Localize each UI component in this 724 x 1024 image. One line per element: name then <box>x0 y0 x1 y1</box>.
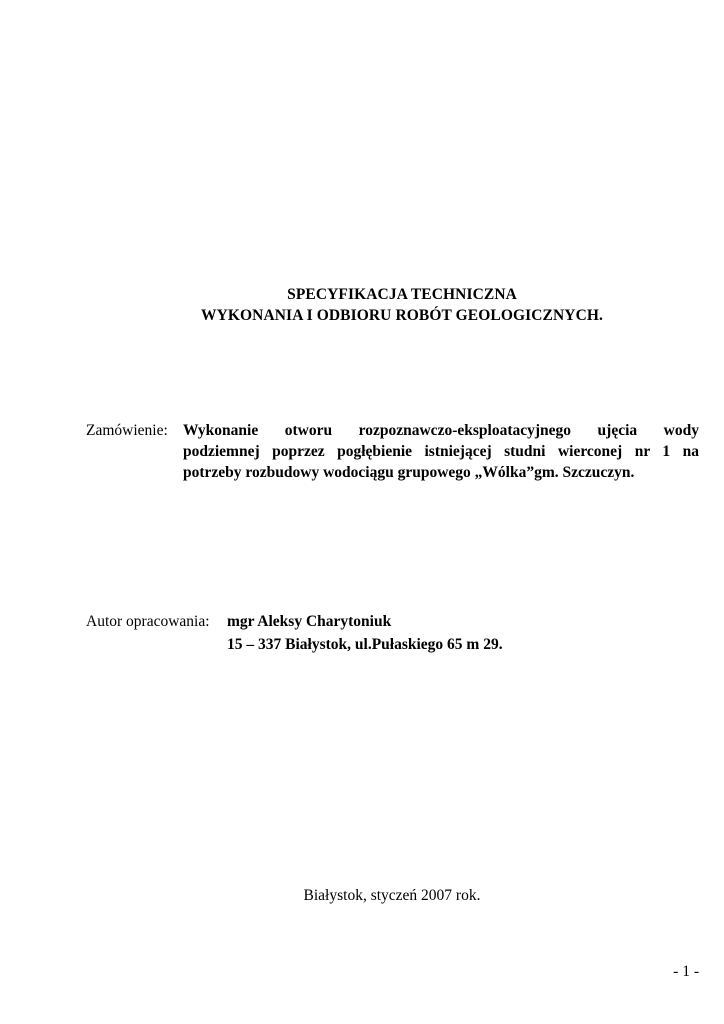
order-line-2: podziemnej poprzez pogłębienie istniejącej studni wierconej nr 1 na <box>183 443 699 460</box>
order-description <box>183 420 699 483</box>
title-line-2: WYKONANIA I ODBIORU ROBÓT GEOLOGICZNYCH. <box>200 307 604 324</box>
place-and-date: Białystok, styczeń 2007 rok. <box>303 887 481 904</box>
order-label: Zamówienie: <box>86 422 168 439</box>
order-line-1: Wykonanie otworu rozpoznawczo-eksploatacyjnego ujęcia wody <box>183 422 699 439</box>
page-number: - 1 - <box>673 963 699 980</box>
title-line-1: SPECYFIKACJA TECHNICZNA <box>287 286 517 303</box>
author-address: 15 – 337 Białystok, ul.Pułaskiego 65 m 29. <box>227 636 503 653</box>
author-name: mgr Aleksy Charytoniuk <box>227 613 392 630</box>
document-title <box>0 284 724 326</box>
author-label: Autor opracowania: <box>86 613 210 630</box>
order-line-3: potrzeby rozbudowy wodociągu grupowego „Wólka”gm. Szczuczyn. <box>183 464 635 481</box>
